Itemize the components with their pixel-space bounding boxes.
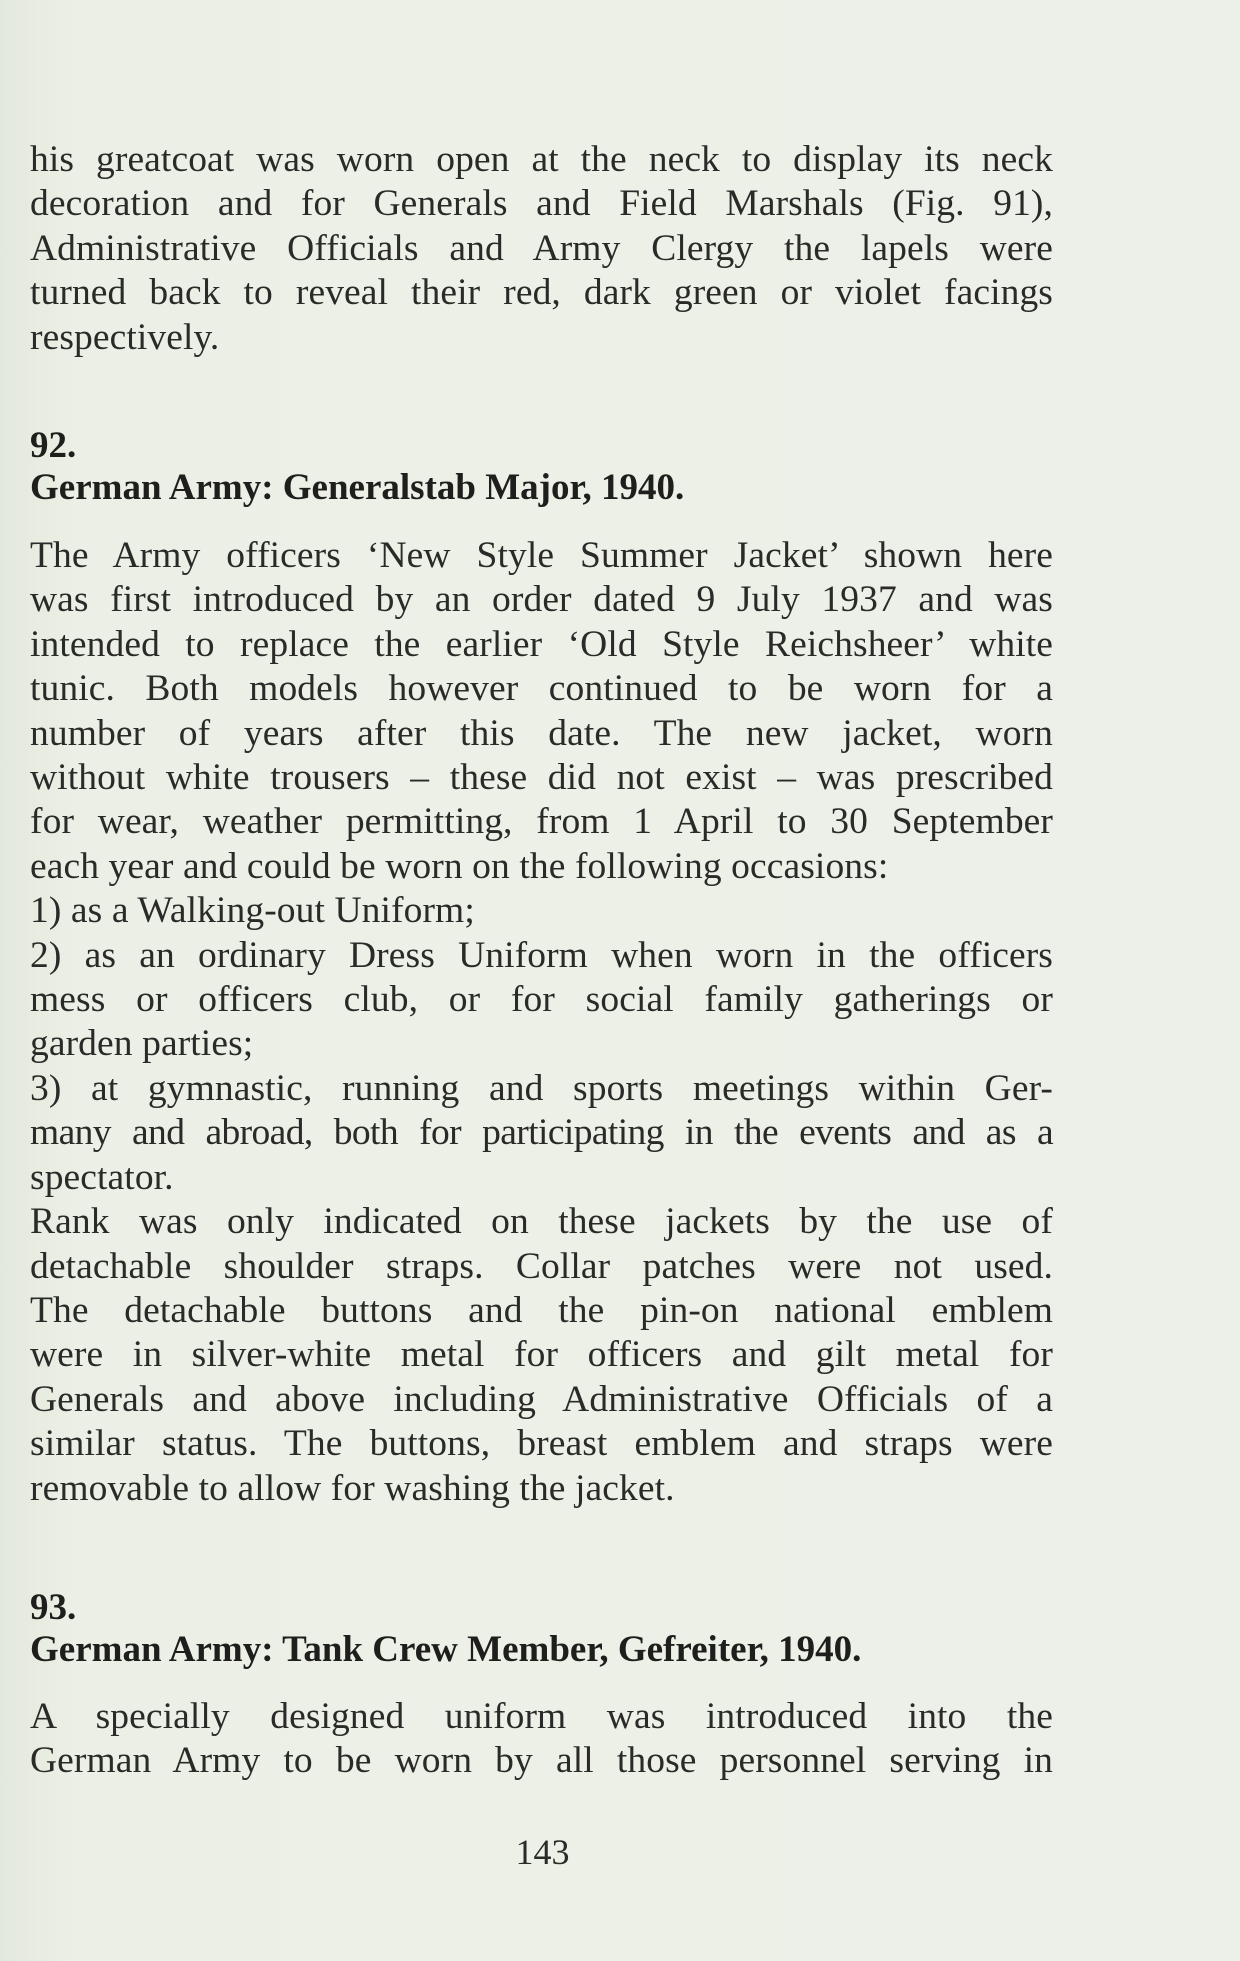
text-line: was first introduced by an order dated 9 July 1937 and was <box>30 579 1053 621</box>
text-line: for wear, weather permitting, from 1 April to 30 September <box>30 801 1053 843</box>
text-line: German Army to be worn by all those personnel serving in <box>30 1740 1053 1782</box>
text-line: tunic. Both models however continued to be worn for a <box>30 668 1053 710</box>
text-line: removable to allow for washing the jacket. <box>30 1467 675 1509</box>
text-line: were in silver-white metal for officers and gilt metal for <box>30 1334 1053 1376</box>
text-line: decoration and for Generals and Field Marshals (Fig. 91), <box>30 183 1053 225</box>
text-line: A specially designed uniform was introduced into the <box>30 1696 1053 1737</box>
section-93-body <box>30 1695 1053 1784</box>
section-number: 92. <box>30 425 77 466</box>
text-line: number of years after this date. The new jacket, worn <box>30 712 1053 754</box>
text-line: Generals and above including Administrative Officials of a <box>30 1378 1053 1420</box>
text-line: 1) as a Walking-out Uniform; <box>30 890 475 932</box>
text-line: spectator. <box>30 1156 174 1198</box>
text-line: Rank was only indicated on these jackets by the use of <box>30 1201 1053 1243</box>
section-number: 93. <box>30 1587 77 1628</box>
text-line: Administrative Officials and Army Clergy the lapels were <box>30 227 1053 269</box>
text-line: The Army officers ‘New Style Summer Jacket’ shown here <box>30 535 1053 576</box>
text-line: each year and could be worn on the following occasions: <box>30 845 889 887</box>
text-line: detachable shoulder straps. Collar patches were not used. <box>30 1245 1053 1287</box>
text-line: intended to replace the earlier ‘Old Style Reichsheer’ white <box>30 623 1053 665</box>
section-92-body <box>30 534 1053 1511</box>
text-line: The detachable buttons and the pin-on national emblem <box>30 1289 1053 1331</box>
text-line: many and abroad, both for participating in the events and as a <box>30 1112 1053 1154</box>
text-line: turned back to reveal their red, dark green or violet facings <box>30 272 1053 314</box>
page-number: 143 <box>515 1832 570 1872</box>
text-line: respectively. <box>30 316 220 358</box>
text-line: garden parties; <box>30 1023 254 1065</box>
text-line: his greatcoat was worn open at the neck to display its neck <box>30 139 1053 180</box>
text-line: 2) as an ordinary Dress Uniform when worn in the officers <box>30 934 1053 976</box>
text-line: mess or officers club, or for social family gatherings or <box>30 979 1053 1021</box>
text-line: 3) at gymnastic, running and sports meetings within Ger- <box>30 1067 1053 1109</box>
text-line: similar status. The buttons, breast emblem and straps were <box>30 1423 1053 1465</box>
text-line: without white trousers – these did not exist – was prescribed <box>30 757 1053 799</box>
section-title: German Army: Generalstab Major, 1940. <box>30 467 685 508</box>
section-title: German Army: Tank Crew Member, Gefreiter, 1940. <box>30 1629 862 1670</box>
intro-paragraph <box>30 138 1053 360</box>
